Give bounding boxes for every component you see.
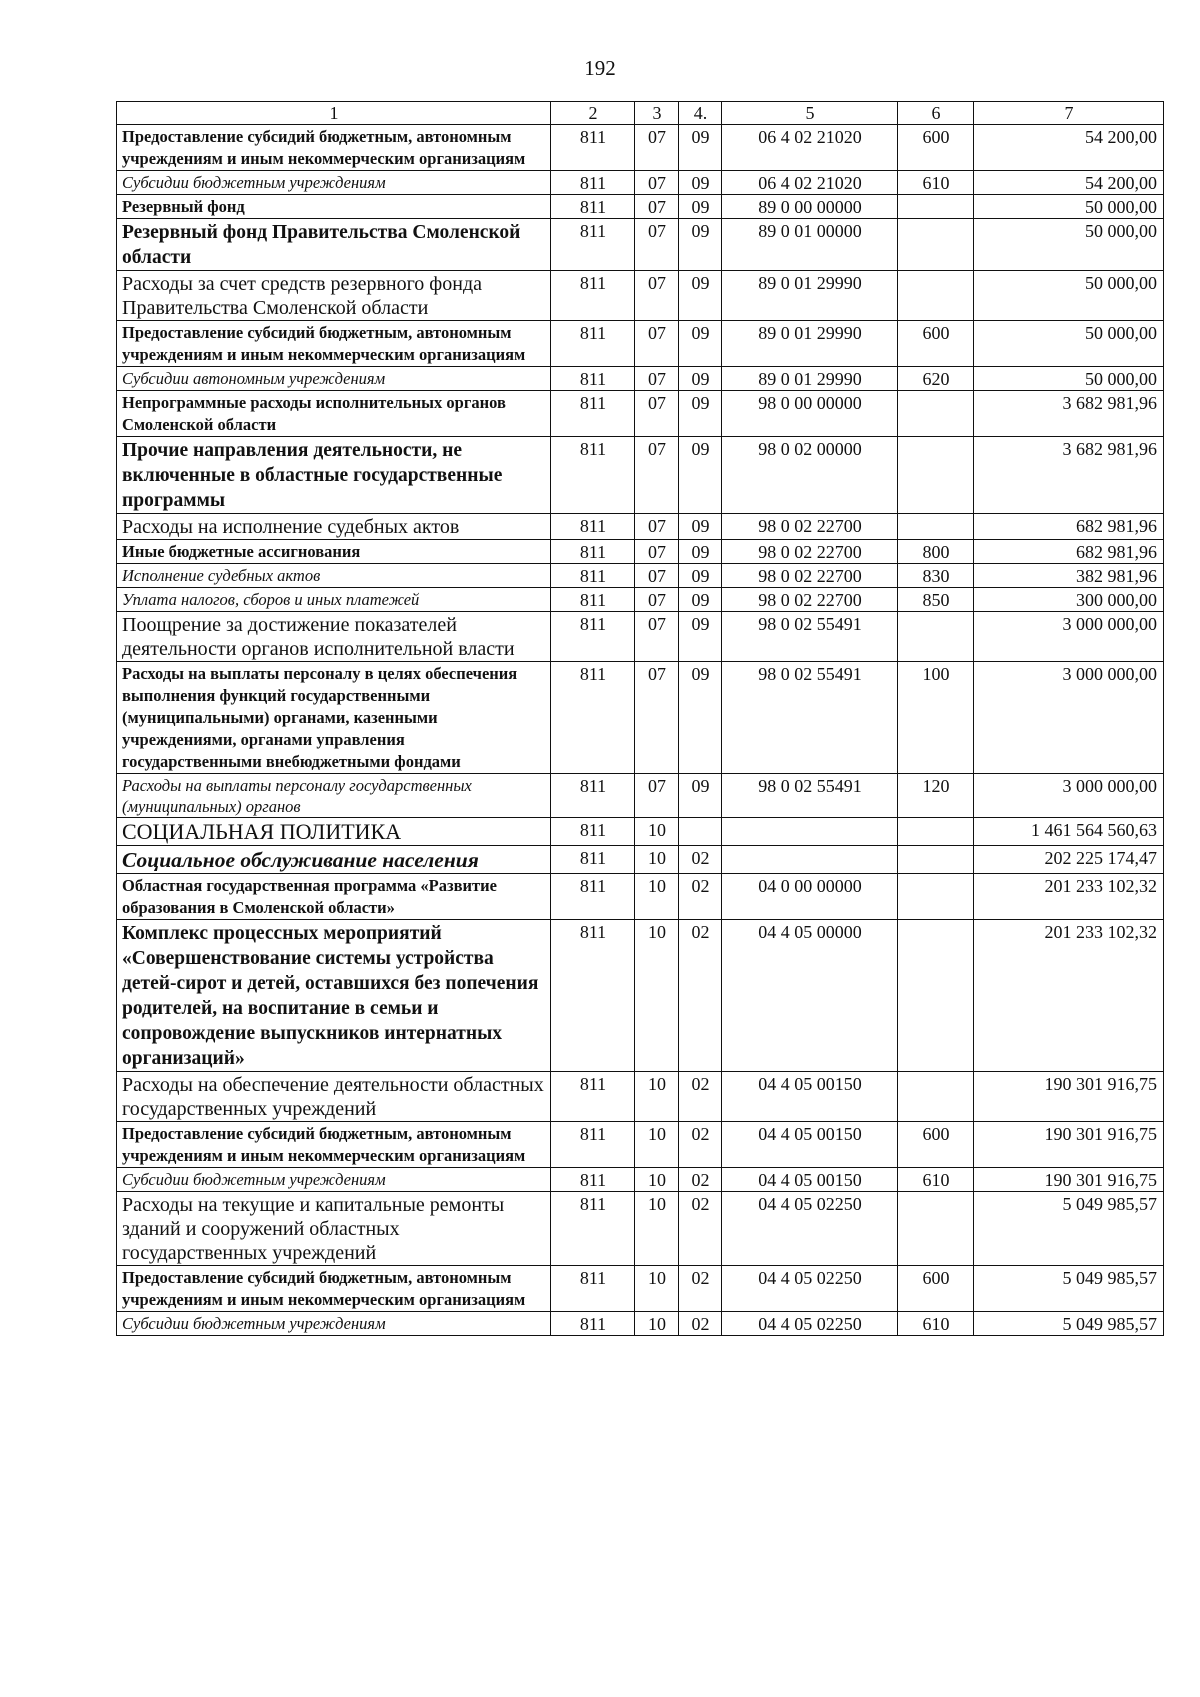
row-expense-type-cell: [898, 1072, 974, 1122]
row-amount-cell: 190 301 916,75: [974, 1168, 1164, 1192]
row-expense-type-cell: 600: [898, 1122, 974, 1168]
row-amount-cell: 3 000 000,00: [974, 662, 1164, 774]
row-code-cell: 811: [551, 564, 635, 588]
row-code-cell: 811: [551, 1192, 635, 1266]
row-section-cell: 10: [635, 920, 679, 1072]
row-section-cell: 10: [635, 1312, 679, 1336]
row-expense-type-cell: [898, 391, 974, 437]
row-subsection-cell: 09: [679, 367, 722, 391]
row-section-cell: 07: [635, 367, 679, 391]
column-header: 7: [974, 102, 1164, 125]
row-expense-type-cell: 800: [898, 540, 974, 564]
row-expense-type-cell: [898, 271, 974, 321]
row-code-cell: 811: [551, 125, 635, 171]
row-expense-type-cell: [898, 874, 974, 920]
row-subsection-cell: 09: [679, 321, 722, 367]
row-name-cell: Субсидии бюджетным учреждениям: [117, 171, 551, 195]
row-subsection-cell: 09: [679, 195, 722, 219]
row-section-cell: 07: [635, 437, 679, 514]
table-row: [117, 514, 1164, 540]
row-code-cell: 811: [551, 874, 635, 920]
row-section-cell: 10: [635, 1122, 679, 1168]
row-amount-cell: 50 000,00: [974, 367, 1164, 391]
row-target-article-cell: 89 0 00 00000: [722, 195, 898, 219]
row-amount-cell: 50 000,00: [974, 321, 1164, 367]
row-section-cell: 10: [635, 874, 679, 920]
row-code-cell: 811: [551, 1266, 635, 1312]
row-subsection-cell: 09: [679, 391, 722, 437]
row-code-cell: 811: [551, 662, 635, 774]
row-name-cell: Предоставление субсидий бюджетным, автономным учреждениям и иным некоммерческим организациям: [117, 1122, 551, 1168]
column-header: 6: [898, 102, 974, 125]
row-expense-type-cell: [898, 920, 974, 1072]
row-amount-cell: 682 981,96: [974, 514, 1164, 540]
row-subsection-cell: [679, 818, 722, 846]
row-expense-type-cell: [898, 219, 974, 271]
row-name-cell: Расходы на обеспечение деятельности областных государственных учреждений: [117, 1072, 551, 1122]
row-code-cell: 811: [551, 1168, 635, 1192]
row-name-cell: Субсидии автономным учреждениям: [117, 367, 551, 391]
row-section-cell: 10: [635, 1266, 679, 1312]
row-subsection-cell: 09: [679, 612, 722, 662]
row-code-cell: 811: [551, 1072, 635, 1122]
row-expense-type-cell: 100: [898, 662, 974, 774]
row-target-article-cell: 04 4 05 02250: [722, 1312, 898, 1336]
row-expense-type-cell: [898, 195, 974, 219]
table-row: [117, 391, 1164, 437]
row-subsection-cell: 02: [679, 1168, 722, 1192]
row-target-article-cell: 04 4 05 02250: [722, 1266, 898, 1312]
row-subsection-cell: 09: [679, 125, 722, 171]
column-header: 2: [551, 102, 635, 125]
row-name-cell: Предоставление субсидий бюджетным, автономным учреждениям и иным некоммерческим организациям: [117, 321, 551, 367]
row-amount-cell: 682 981,96: [974, 540, 1164, 564]
row-expense-type-cell: 120: [898, 774, 974, 818]
row-name-cell: Иные бюджетные ассигнования: [117, 540, 551, 564]
row-section-cell: 07: [635, 195, 679, 219]
row-target-article-cell: 98 0 02 22700: [722, 514, 898, 540]
row-name-cell: Резервный фонд: [117, 195, 551, 219]
table-row: [117, 219, 1164, 271]
row-subsection-cell: 09: [679, 514, 722, 540]
row-section-cell: 07: [635, 662, 679, 774]
row-subsection-cell: 09: [679, 774, 722, 818]
row-code-cell: 811: [551, 514, 635, 540]
row-target-article-cell: 04 4 05 00000: [722, 920, 898, 1072]
table-row: [117, 1072, 1164, 1122]
table-row: [117, 1192, 1164, 1266]
row-subsection-cell: 09: [679, 219, 722, 271]
row-target-article-cell: 98 0 00 00000: [722, 391, 898, 437]
row-section-cell: 07: [635, 564, 679, 588]
row-expense-type-cell: 850: [898, 588, 974, 612]
row-target-article-cell: [722, 818, 898, 846]
row-name-cell: Предоставление субсидий бюджетным, автономным учреждениям и иным некоммерческим организациям: [117, 125, 551, 171]
row-code-cell: 811: [551, 195, 635, 219]
row-section-cell: 07: [635, 171, 679, 195]
row-target-article-cell: 04 4 05 00150: [722, 1122, 898, 1168]
row-target-article-cell: 98 0 02 22700: [722, 540, 898, 564]
row-code-cell: 811: [551, 1122, 635, 1168]
row-expense-type-cell: [898, 1192, 974, 1266]
row-subsection-cell: 09: [679, 564, 722, 588]
row-name-cell: Поощрение за достижение показателей деятельности органов исполнительной власти: [117, 612, 551, 662]
row-code-cell: 811: [551, 321, 635, 367]
row-code-cell: 811: [551, 612, 635, 662]
row-amount-cell: 1 461 564 560,63: [974, 818, 1164, 846]
row-name-cell: Расходы на выплаты персоналу в целях обеспечения выполнения функций государственными (муниципальными) органами, казенными учреждениями, органами управления государственными внебюджетными фондами: [117, 662, 551, 774]
row-target-article-cell: 04 4 05 00150: [722, 1168, 898, 1192]
row-code-cell: 811: [551, 818, 635, 846]
row-amount-cell: 50 000,00: [974, 219, 1164, 271]
row-section-cell: 07: [635, 125, 679, 171]
row-subsection-cell: 02: [679, 846, 722, 874]
row-amount-cell: 190 301 916,75: [974, 1072, 1164, 1122]
table-row: [117, 171, 1164, 195]
row-target-article-cell: 89 0 01 29990: [722, 321, 898, 367]
table-row: [117, 367, 1164, 391]
row-code-cell: 811: [551, 271, 635, 321]
table-row: [117, 1168, 1164, 1192]
row-name-cell: Областная государственная программа «Развитие образования в Смоленской области»: [117, 874, 551, 920]
row-amount-cell: 3 682 981,96: [974, 437, 1164, 514]
table-row: [117, 774, 1164, 818]
row-amount-cell: 50 000,00: [974, 271, 1164, 321]
row-expense-type-cell: 610: [898, 171, 974, 195]
table-row: [117, 437, 1164, 514]
row-expense-type-cell: [898, 612, 974, 662]
table-row: [117, 846, 1164, 874]
row-subsection-cell: 02: [679, 1072, 722, 1122]
table-row: [117, 588, 1164, 612]
row-code-cell: 811: [551, 437, 635, 514]
table-header-row: [117, 102, 1164, 125]
row-target-article-cell: 98 0 02 55491: [722, 662, 898, 774]
row-name-cell: Субсидии бюджетным учреждениям: [117, 1312, 551, 1336]
row-expense-type-cell: 620: [898, 367, 974, 391]
row-amount-cell: 201 233 102,32: [974, 874, 1164, 920]
row-amount-cell: 3 000 000,00: [974, 774, 1164, 818]
row-amount-cell: 382 981,96: [974, 564, 1164, 588]
row-target-article-cell: [722, 846, 898, 874]
column-header: 1: [117, 102, 551, 125]
row-section-cell: 07: [635, 391, 679, 437]
row-name-cell: Комплекс процессных мероприятий «Совершенствование системы устройства детей-сирот и детей, оставшихся без попечения родителей, на воспитание в семьи и сопровождение выпускников интернатных организаций»: [117, 920, 551, 1072]
row-section-cell: 07: [635, 271, 679, 321]
row-subsection-cell: 09: [679, 437, 722, 514]
row-section-cell: 10: [635, 846, 679, 874]
row-name-cell: Расходы на исполнение судебных актов: [117, 514, 551, 540]
row-section-cell: 07: [635, 219, 679, 271]
row-expense-type-cell: 600: [898, 125, 974, 171]
table-row: [117, 920, 1164, 1072]
row-name-cell: Непрограммные расходы исполнительных органов Смоленской области: [117, 391, 551, 437]
row-expense-type-cell: 610: [898, 1312, 974, 1336]
row-amount-cell: 54 200,00: [974, 125, 1164, 171]
row-code-cell: 811: [551, 219, 635, 271]
row-target-article-cell: 89 0 01 29990: [722, 367, 898, 391]
row-expense-type-cell: [898, 846, 974, 874]
table-row: [117, 874, 1164, 920]
row-amount-cell: 190 301 916,75: [974, 1122, 1164, 1168]
row-amount-cell: 54 200,00: [974, 171, 1164, 195]
row-name-cell: Социальное обслуживание населения: [117, 846, 551, 874]
row-target-article-cell: 89 0 01 29990: [722, 271, 898, 321]
column-header: 3: [635, 102, 679, 125]
row-section-cell: 07: [635, 588, 679, 612]
row-subsection-cell: 02: [679, 874, 722, 920]
row-code-cell: 811: [551, 391, 635, 437]
row-section-cell: 10: [635, 1168, 679, 1192]
row-target-article-cell: 04 0 00 00000: [722, 874, 898, 920]
row-section-cell: 07: [635, 540, 679, 564]
row-section-cell: 10: [635, 1072, 679, 1122]
row-target-article-cell: 89 0 01 00000: [722, 219, 898, 271]
row-expense-type-cell: 600: [898, 321, 974, 367]
row-amount-cell: 50 000,00: [974, 195, 1164, 219]
table-row: [117, 1122, 1164, 1168]
row-section-cell: 10: [635, 1192, 679, 1266]
row-section-cell: 07: [635, 514, 679, 540]
table-row: [117, 1312, 1164, 1336]
row-target-article-cell: 98 0 02 00000: [722, 437, 898, 514]
row-code-cell: 811: [551, 1312, 635, 1336]
table-row: [117, 195, 1164, 219]
row-name-cell: Расходы за счет средств резервного фонда Правительства Смоленской области: [117, 271, 551, 321]
row-subsection-cell: 02: [679, 1192, 722, 1266]
row-amount-cell: 202 225 174,47: [974, 846, 1164, 874]
row-target-article-cell: 04 4 05 00150: [722, 1072, 898, 1122]
row-expense-type-cell: 830: [898, 564, 974, 588]
row-target-article-cell: 98 0 02 55491: [722, 774, 898, 818]
table-row: [117, 271, 1164, 321]
row-amount-cell: 5 049 985,57: [974, 1312, 1164, 1336]
row-target-article-cell: 98 0 02 22700: [722, 588, 898, 612]
row-name-cell: СОЦИАЛЬНАЯ ПОЛИТИКА: [117, 818, 551, 846]
row-name-cell: Уплата налогов, сборов и иных платежей: [117, 588, 551, 612]
row-code-cell: 811: [551, 588, 635, 612]
row-section-cell: 07: [635, 321, 679, 367]
row-expense-type-cell: [898, 818, 974, 846]
row-name-cell: Прочие направления деятельности, не включенные в областные государственные программы: [117, 437, 551, 514]
row-name-cell: Исполнение судебных актов: [117, 564, 551, 588]
row-name-cell: Предоставление субсидий бюджетным, автономным учреждениям и иным некоммерческим организациям: [117, 1266, 551, 1312]
row-amount-cell: 5 049 985,57: [974, 1266, 1164, 1312]
table-row: [117, 612, 1164, 662]
row-amount-cell: 3 000 000,00: [974, 612, 1164, 662]
row-subsection-cell: 09: [679, 271, 722, 321]
row-subsection-cell: 09: [679, 171, 722, 195]
table-row: [117, 564, 1164, 588]
row-target-article-cell: 06 4 02 21020: [722, 171, 898, 195]
row-subsection-cell: 02: [679, 920, 722, 1072]
budget-table: [116, 101, 1164, 1336]
row-subsection-cell: 02: [679, 1312, 722, 1336]
table-row: [117, 818, 1164, 846]
row-subsection-cell: 09: [679, 662, 722, 774]
column-header: 5: [722, 102, 898, 125]
row-expense-type-cell: [898, 514, 974, 540]
row-name-cell: Резервный фонд Правительства Смоленской области: [117, 219, 551, 271]
row-expense-type-cell: 610: [898, 1168, 974, 1192]
row-section-cell: 07: [635, 612, 679, 662]
page-number: 192: [584, 56, 616, 80]
table-row: [117, 125, 1164, 171]
row-name-cell: Расходы на текущие и капитальные ремонты зданий и сооружений областных государственных учреждений: [117, 1192, 551, 1266]
row-expense-type-cell: 600: [898, 1266, 974, 1312]
row-subsection-cell: 09: [679, 588, 722, 612]
row-amount-cell: 201 233 102,32: [974, 920, 1164, 1072]
row-subsection-cell: 09: [679, 540, 722, 564]
row-code-cell: 811: [551, 774, 635, 818]
row-target-article-cell: 98 0 02 55491: [722, 612, 898, 662]
row-target-article-cell: 98 0 02 22700: [722, 564, 898, 588]
row-subsection-cell: 02: [679, 1266, 722, 1312]
row-code-cell: 811: [551, 540, 635, 564]
row-amount-cell: 3 682 981,96: [974, 391, 1164, 437]
row-target-article-cell: 06 4 02 21020: [722, 125, 898, 171]
row-expense-type-cell: [898, 437, 974, 514]
column-header: 4.: [679, 102, 722, 125]
row-code-cell: 811: [551, 171, 635, 195]
table-row: [117, 321, 1164, 367]
table-row: [117, 1266, 1164, 1312]
row-section-cell: 10: [635, 818, 679, 846]
row-code-cell: 811: [551, 846, 635, 874]
table-row: [117, 540, 1164, 564]
row-amount-cell: 5 049 985,57: [974, 1192, 1164, 1266]
row-code-cell: 811: [551, 920, 635, 1072]
row-target-article-cell: 04 4 05 02250: [722, 1192, 898, 1266]
row-amount-cell: 300 000,00: [974, 588, 1164, 612]
row-name-cell: Субсидии бюджетным учреждениям: [117, 1168, 551, 1192]
table-row: [117, 662, 1164, 774]
row-section-cell: 07: [635, 774, 679, 818]
row-code-cell: 811: [551, 367, 635, 391]
row-subsection-cell: 02: [679, 1122, 722, 1168]
row-name-cell: Расходы на выплаты персоналу государственных (муниципальных) органов: [117, 774, 551, 818]
